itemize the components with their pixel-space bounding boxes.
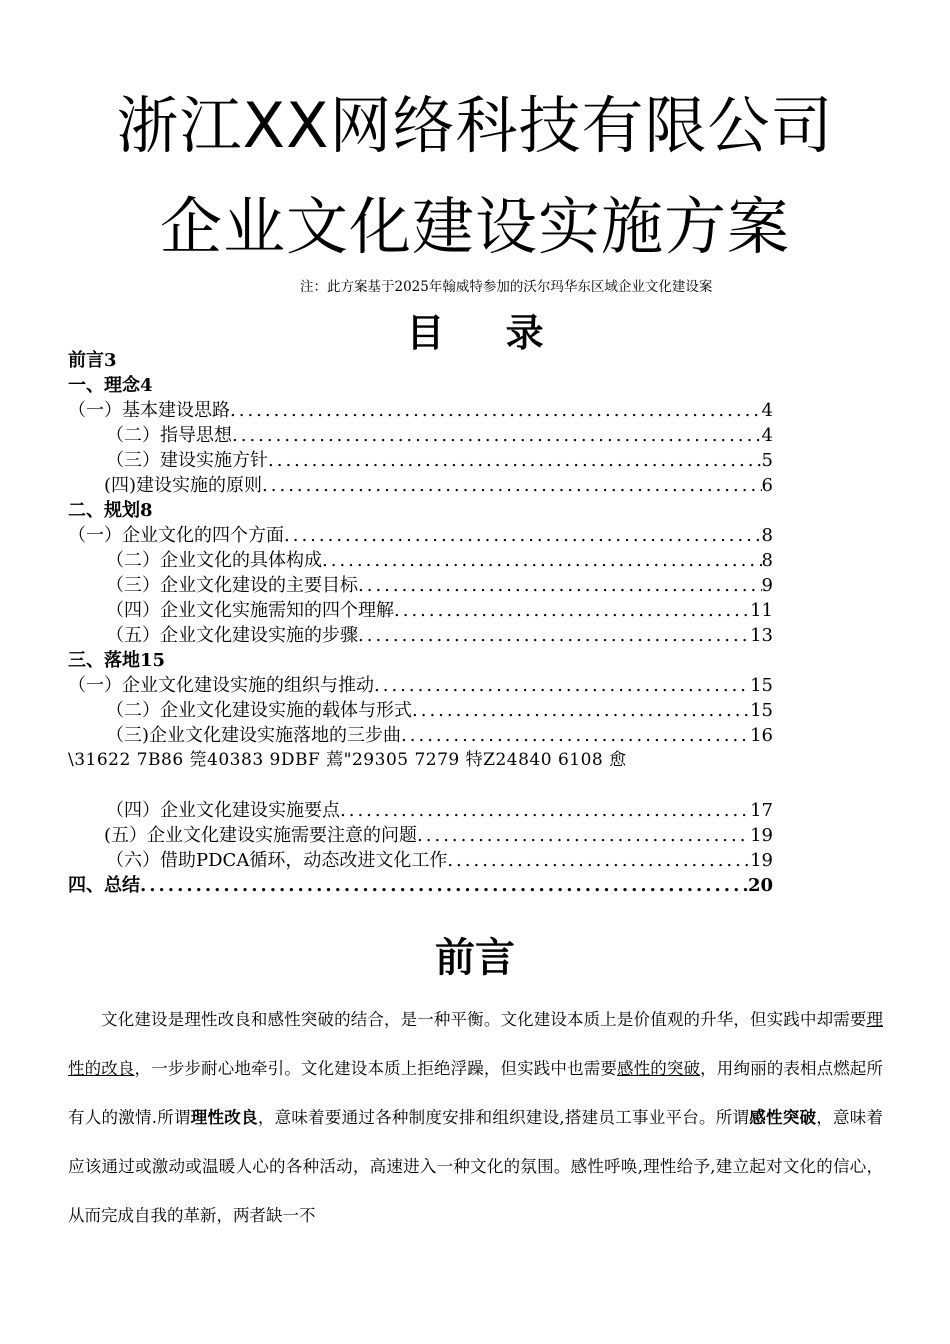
toc-entry-label: （一）企业文化建设实施的组织与推动	[68, 675, 374, 696]
toc-page-number: 20	[747, 875, 773, 896]
toc-heading: 目 录	[406, 311, 568, 355]
toc-entry[interactable]	[68, 798, 773, 823]
toc-dot-leader	[374, 673, 750, 698]
toc-entry[interactable]	[68, 873, 773, 898]
toc-entry-label: (四)建设实施的原则	[104, 475, 263, 496]
preface-underlined-text: 感性的突破	[616, 1059, 701, 1078]
toc-dot-leader	[230, 398, 762, 423]
toc-entry-label: 前言3	[68, 350, 117, 371]
toc-entry-label: （一）基本建设思路	[68, 400, 230, 421]
toc-dot-leader	[447, 848, 750, 873]
toc-entry[interactable]	[68, 448, 773, 473]
toc-entry-label: （一）企业文化的四个方面	[68, 525, 284, 546]
toc-entry[interactable]	[68, 498, 773, 523]
toc-dot-leader	[358, 623, 750, 648]
toc-entry[interactable]	[68, 598, 773, 623]
document-title-company: 浙江XX网络科技有限公司	[116, 89, 834, 162]
toc-blank-line	[68, 773, 773, 798]
toc-entry[interactable]	[68, 823, 773, 848]
toc-entry-label: (五）企业文化建设实施需要注意的问题	[104, 825, 418, 846]
toc-page-number: 5	[761, 450, 773, 471]
toc-entry[interactable]	[68, 723, 773, 748]
toc-entry-label: （二）指导思想	[106, 425, 232, 446]
toc-page-number: 17	[750, 800, 773, 821]
toc-page-number: 19	[750, 850, 773, 871]
preface-text: 文化建设是理性改良和感性突破的结合，是一种平衡。文化建设本质上是价值观的升华，但实践中却需要	[101, 1010, 867, 1029]
toc-entry[interactable]	[68, 848, 773, 873]
toc-entry[interactable]	[68, 423, 773, 448]
toc-entry-label: 二、规划8	[68, 500, 153, 521]
toc-garbled-line[interactable]	[68, 748, 773, 773]
toc-entry[interactable]	[68, 523, 773, 548]
preface-bold-text: 理性改良	[190, 1108, 258, 1127]
toc-page-number: 4	[761, 425, 773, 446]
toc-dot-leader	[358, 573, 762, 598]
toc-dot-leader	[417, 823, 750, 848]
toc-entry-label: （三）企业文化建设的主要目标	[106, 575, 358, 596]
toc-page-number: 11	[750, 600, 773, 621]
toc-entry-label: 一、理念4	[68, 375, 153, 396]
toc-dot-leader	[322, 548, 762, 573]
toc-entry[interactable]	[68, 548, 773, 573]
source-note: 注：此方案基于2025年翰威特参加的沃尔玛华东区域企业文化建设案	[300, 279, 713, 295]
toc-dot-leader	[284, 523, 762, 548]
toc-entry-label: \31622 7B86 筦40383 9DBF 蔫"29305 7279 特Z24840 6108 愈	[68, 750, 627, 770]
toc-entry[interactable]	[68, 473, 773, 498]
toc-entry[interactable]	[68, 648, 773, 673]
toc-dot-leader	[140, 873, 748, 898]
toc-page-number: 4	[761, 400, 773, 421]
toc-entry-label: （三)企业文化建设实施落地的三步曲	[106, 725, 402, 746]
toc-page-number: 15	[750, 675, 773, 696]
toc-dot-leader	[394, 598, 750, 623]
toc-dot-leader	[340, 798, 750, 823]
toc-entry[interactable]	[68, 398, 773, 423]
document-title-plan: 企业文化建设实施方案	[159, 190, 790, 263]
table-of-contents	[68, 348, 773, 898]
preface-paragraph	[68, 995, 883, 1240]
preface-text: ，一步步耐心地牵引。文化建设本质上拒绝浮躁，但实践中也需要	[134, 1059, 617, 1078]
preface-underlined-text: 理性的改良	[68, 1010, 883, 1078]
preface-text: ，意味着要通过各种制度安排和组织建设,搭建员工事业平台。所谓	[257, 1108, 750, 1127]
toc-dot-leader	[268, 448, 762, 473]
toc-entry[interactable]	[68, 373, 773, 398]
toc-page-number: 8	[761, 550, 773, 571]
toc-dot-leader	[232, 423, 762, 448]
toc-entry-label: （六）借助PDCA循环，动态改进文化工作	[106, 850, 448, 871]
toc-page-number: 8	[761, 525, 773, 546]
toc-page-number: 13	[750, 625, 773, 646]
toc-entry-label: 四、总结	[68, 875, 140, 896]
preface-heading: 前言	[435, 935, 515, 981]
toc-dot-leader	[401, 723, 750, 748]
toc-page-number: 19	[750, 825, 773, 846]
toc-entry-label: （二）企业文化建设实施的载体与形式	[106, 700, 412, 721]
preface-bold-text: 感性突破	[749, 1108, 817, 1127]
toc-entry-label: （四）企业文化建设实施要点	[106, 800, 340, 821]
toc-entry[interactable]	[68, 673, 773, 698]
toc-entry-label: （五）企业文化建设实施的步骤	[106, 625, 358, 646]
toc-dot-leader	[412, 698, 750, 723]
toc-page-number: 6	[761, 475, 773, 496]
toc-entry[interactable]	[68, 573, 773, 598]
toc-entry[interactable]	[68, 698, 773, 723]
toc-page-number: 9	[761, 575, 773, 596]
toc-entry[interactable]	[68, 348, 773, 373]
toc-page-number: 16	[750, 725, 773, 746]
toc-entry-label: （三）建设实施方针	[106, 450, 268, 471]
preface-text: ，用绚丽的表相点燃起所有人的激情.所谓	[68, 1059, 884, 1127]
toc-page-number: 15	[750, 700, 773, 721]
toc-entry-label: （二）企业文化的具体构成	[106, 550, 322, 571]
preface-text: ，意味着应该通过或激动或温暖人心的各种活动，高速进入一种文化的氛围。感性呼唤,理性给予,建立起对文化的信心，从而完成自我的革新，两者缺一不	[68, 1108, 884, 1225]
toc-entry-label: 三、落地15	[68, 650, 166, 671]
toc-entry[interactable]	[68, 623, 773, 648]
toc-entry-label: （四）企业文化实施需知的四个理解	[106, 600, 394, 621]
toc-dot-leader	[262, 473, 762, 498]
